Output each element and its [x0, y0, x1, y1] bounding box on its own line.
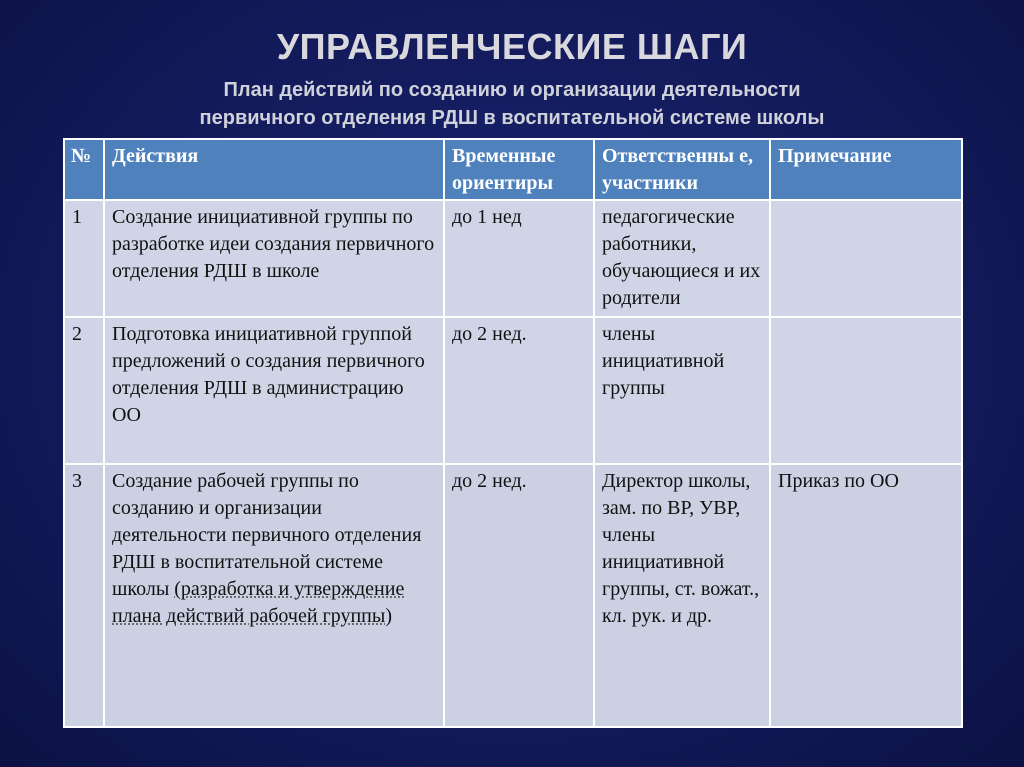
row-action: Создание рабочей группы по созданию и организации деятельности первичного отделения РДШ в воспитательной системе школы: [112, 470, 422, 600]
row-responsible: Директор школы, зам. по ВР, УВР, члены инициативной группы, ст. вожат., кл. рук. и др.: [594, 464, 770, 727]
row-note: Приказ по ОО: [770, 464, 962, 727]
row-number: 2: [64, 317, 104, 464]
row-note: [770, 317, 962, 464]
header-number: №: [64, 139, 104, 200]
row-responsible: педагогические работники, обучающиеся и их родители: [594, 200, 770, 317]
row-action-cell: [104, 464, 444, 727]
subtitle-line-1: План действий по созданию и организации деятельности: [223, 79, 801, 101]
subtitle-line-2: первичного отделения РДШ в воспитательной системе школы: [199, 107, 825, 129]
row-time: до 1 нед: [444, 200, 594, 317]
row-time: до 2 нед.: [444, 464, 594, 727]
row-action: Подготовка инициативной группой предложений о создания первичного отделения РДШ в администрацию ОО: [104, 317, 444, 464]
header-actions: Действия: [104, 139, 444, 200]
slide-subtitle: [0, 76, 1024, 132]
row-time: до 2 нед.: [444, 317, 594, 464]
slide-title: УПРАВЛЕНЧЕСКИЕ ШАГИ: [276, 26, 748, 67]
table-row: [64, 464, 962, 727]
row-action: Создание инициативной группы по разработке идеи создания первичного отделения РДШ в школе: [104, 200, 444, 317]
row-number: 3: [64, 464, 104, 727]
table-header-row: [64, 139, 962, 200]
row-action-extra: (разработка и утверждение плана действий рабочей группы): [112, 578, 405, 627]
header-time: Временные ориентиры: [444, 139, 594, 200]
header-responsible: Ответственны е, участники: [594, 139, 770, 200]
action-plan-table: [63, 138, 963, 728]
row-note: [770, 200, 962, 317]
header-note: Примечание: [770, 139, 962, 200]
table-row: [64, 317, 962, 464]
table-row: [64, 200, 962, 317]
row-responsible: члены инициативной группы: [594, 317, 770, 464]
row-number: 1: [64, 200, 104, 317]
